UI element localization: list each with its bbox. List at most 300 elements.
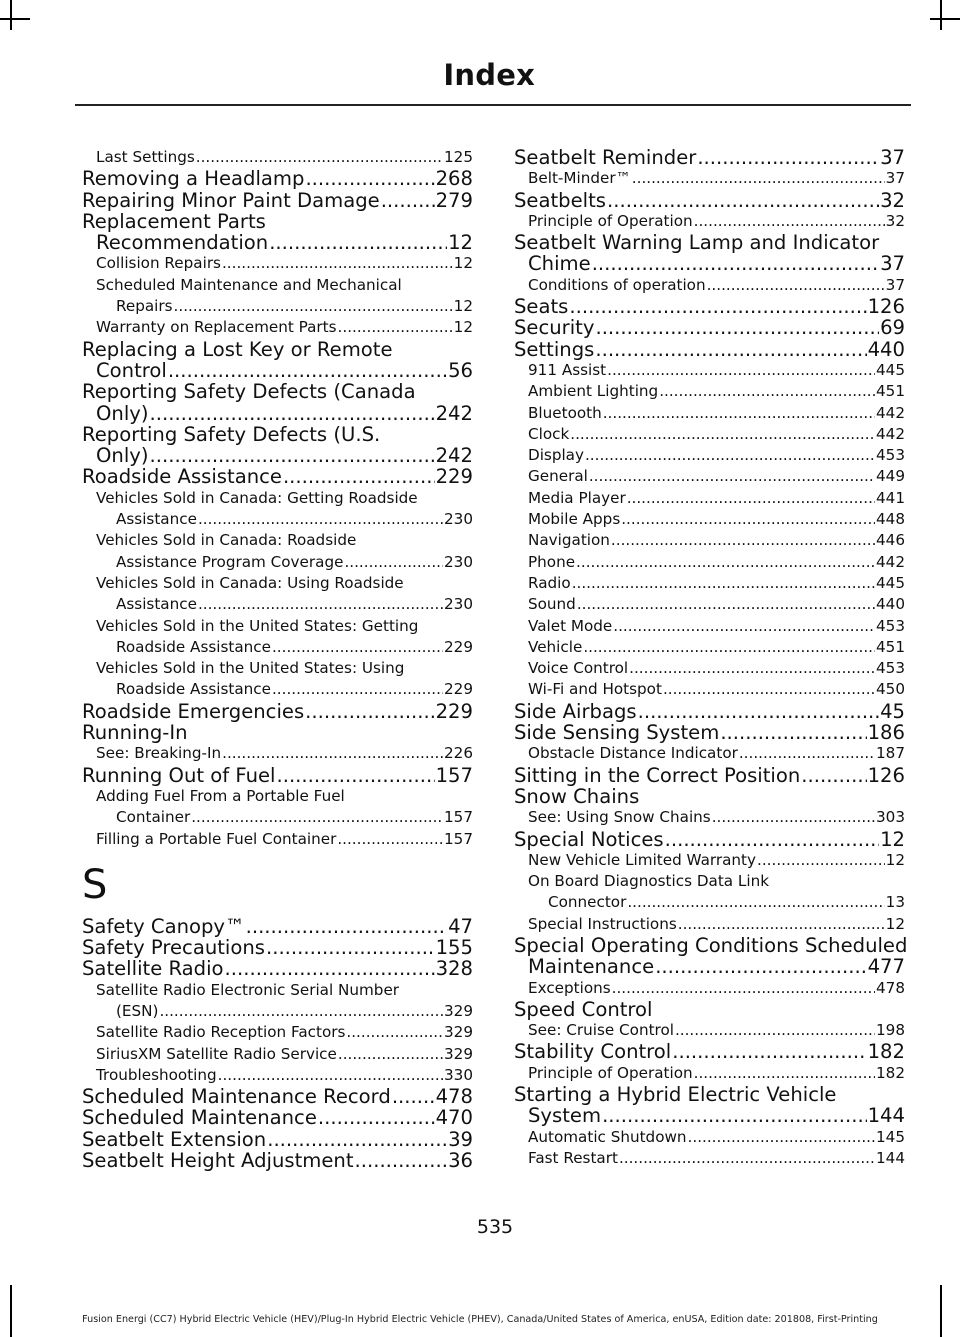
index-subentry: [514, 552, 905, 573]
crop-mark: [940, 0, 942, 30]
dot-leader: [266, 937, 435, 958]
index-subentry: [82, 317, 473, 338]
dot-leader: [150, 403, 435, 424]
entry-text: Seatbelt Height Adjustment: [82, 1149, 354, 1173]
index-entry: [82, 339, 473, 382]
entry-text: Valet Mode: [528, 616, 613, 635]
entry-text: Navigation: [528, 531, 610, 550]
entry-page-number: 230: [444, 510, 473, 529]
index-entry: [514, 232, 905, 275]
entry-heading-text: Vehicles Sold in Canada: Using Roadside: [96, 573, 404, 592]
dot-leader: [607, 190, 879, 211]
entry-text: Conditions of operation: [528, 275, 706, 294]
dot-leader: [355, 1150, 448, 1171]
entry-line: [514, 850, 905, 871]
entry-heading-text: Reporting Safety Defects (Canada: [82, 380, 416, 404]
index-subentry: [82, 573, 473, 616]
entry-page-number: 453: [876, 446, 905, 465]
entry-text: Maintenance: [528, 955, 655, 979]
entry-page-number: 330: [444, 1065, 473, 1084]
dot-leader: [222, 743, 443, 764]
entry-text: System: [528, 1104, 602, 1128]
index-subentry: [82, 147, 473, 168]
index-subentry: [514, 360, 905, 381]
entry-text: Collision Repairs: [96, 254, 221, 273]
entry-line: [82, 296, 473, 317]
entry-line: [82, 743, 473, 764]
index-subentry: [514, 1127, 905, 1148]
dot-leader: [655, 956, 866, 977]
entry-text: Safety Canopy™: [82, 914, 245, 938]
index-subentry: [82, 253, 473, 274]
entry-line: [514, 211, 905, 232]
entry-page-number: 329: [444, 1044, 473, 1063]
entry-line: [514, 679, 905, 700]
dot-leader: [283, 466, 435, 487]
dot-leader: [269, 232, 447, 253]
entry-text: Special Instructions: [528, 914, 677, 933]
dot-leader: [277, 765, 435, 786]
dot-leader: [694, 1063, 875, 1084]
dot-leader: [577, 594, 875, 615]
index-subentry: [82, 616, 473, 659]
index-entry: [514, 296, 905, 317]
index-subentry: [514, 637, 905, 658]
entry-text: See: Cruise Control: [528, 1021, 674, 1040]
index-subentry: [514, 573, 905, 594]
entry-text: New Vehicle Limited Warranty: [528, 850, 757, 869]
entry-text: Principle of Operation: [528, 211, 693, 230]
entry-text: Voice Control: [528, 659, 629, 678]
entry-page-number: 440: [876, 595, 905, 614]
entry-line: [514, 466, 905, 487]
entry-text: See: Breaking-In: [96, 744, 222, 763]
entry-text: Clock: [528, 424, 570, 443]
entry-heading-text: Replacement Parts: [82, 209, 266, 233]
entry-text: Side Sensing System: [514, 721, 720, 745]
index-entry: [82, 466, 473, 487]
index-entry: [82, 916, 473, 937]
entry-line: [514, 743, 905, 764]
entry-text: Recommendation: [96, 231, 269, 255]
index-entries-r: [82, 147, 473, 850]
entry-line: [82, 1022, 473, 1043]
header-divider: [75, 104, 911, 106]
entry-page-number: 453: [876, 616, 905, 635]
entry-text: Repairing Minor Paint Damage: [82, 188, 380, 212]
index-entry: [514, 339, 905, 360]
entry-page-number: 450: [876, 680, 905, 699]
entry-text: Roadside Assistance: [116, 637, 271, 656]
entry-text: Ambient Lighting: [528, 382, 659, 401]
index-entry: [514, 701, 905, 722]
entry-page-number: 13: [885, 893, 905, 912]
index-subentry: [82, 980, 473, 1023]
index-entry: [82, 168, 473, 189]
entry-page-number: 242: [435, 401, 473, 425]
entry-line: [82, 360, 473, 381]
entry-text: Settings: [514, 337, 595, 361]
entry-text: Media Player: [528, 488, 626, 507]
index-subentry: [514, 424, 905, 445]
entry-page-number: 451: [876, 637, 905, 656]
entry-page-number: 12: [453, 254, 473, 273]
index-subentry: [514, 275, 905, 296]
entry-text: Stability Control: [514, 1040, 672, 1064]
index-subentry: [82, 743, 473, 764]
page-number: 535: [476, 1216, 514, 1238]
index-entry: [514, 147, 905, 168]
entry-page-number: 198: [876, 1021, 905, 1040]
entry-page-number: 37: [880, 146, 905, 169]
index-subentry: [82, 530, 473, 573]
entry-line: [82, 701, 473, 722]
entry-line: [514, 1148, 905, 1169]
entry-text: Mobile Apps: [528, 510, 621, 529]
dot-leader: [603, 403, 875, 424]
dot-leader: [627, 488, 875, 509]
dot-leader: [198, 509, 443, 530]
index-entries-s: [82, 916, 473, 1172]
entry-line: [514, 253, 905, 274]
footer-text: Fusion Energi (CC7) Hybrid Electric Vehicle (HEV)/Plug-In Hybrid Electric Vehicle (PHEV), Canada/United States of America, enUSA, Edition date: 201808, First-Printing: [82, 1314, 878, 1325]
dot-leader: [338, 1044, 443, 1065]
index-entry: [82, 1107, 473, 1128]
dot-leader: [338, 317, 453, 338]
entry-line: [82, 190, 473, 211]
index-entry: [514, 722, 905, 743]
entry-page-number: 157: [435, 763, 473, 787]
entry-text: Satellite Radio: [82, 957, 224, 981]
entry-text: Connector: [548, 893, 627, 912]
entry-text: Roadside Assistance: [82, 465, 282, 489]
entry-line: [82, 509, 473, 530]
entry-page-number: 477: [867, 955, 905, 979]
entry-page-number: 47: [448, 914, 473, 938]
index-column-right: [514, 146, 908, 1169]
entry-text: Last Settings: [96, 148, 195, 166]
entry-page-number: 442: [876, 552, 905, 571]
entry-line: [82, 958, 473, 979]
entry-heading-text: Replacing a Lost Key or Remote: [82, 337, 393, 361]
entry-text: Scheduled Maintenance: [82, 1106, 317, 1130]
dot-leader: [720, 722, 866, 743]
entry-text: Assistance: [116, 595, 197, 614]
index-subentry: [514, 381, 905, 402]
index-entries-s-continued: [514, 146, 908, 1169]
dot-leader: [672, 1041, 866, 1062]
entry-text: Automatic Shutdown: [528, 1127, 687, 1146]
dot-leader: [801, 765, 866, 786]
entry-page-number: 229: [444, 637, 473, 656]
dot-leader: [663, 679, 875, 700]
dot-leader: [159, 1001, 443, 1022]
dot-leader: [602, 1105, 867, 1126]
index-subentry: [514, 871, 905, 914]
entry-text: Belt-Minder™: [528, 169, 631, 188]
entry-page-number: 155: [435, 936, 473, 960]
entry-text: Roadside Assistance: [116, 680, 271, 699]
entry-text: SiriusXM Satellite Radio Service: [96, 1044, 337, 1063]
dot-leader: [739, 743, 875, 764]
entry-text: Wi-Fi and Hotspot: [528, 680, 662, 699]
dot-leader: [191, 807, 443, 828]
entry-line: [514, 403, 905, 424]
index-subentry: [514, 509, 905, 530]
entry-line: [82, 232, 473, 253]
entry-page-number: 144: [876, 1148, 905, 1167]
entry-page-number: 32: [880, 188, 905, 212]
index-entry: [514, 933, 908, 979]
entry-text: Only): [96, 444, 149, 468]
entry-line: [514, 488, 905, 509]
entry-heading-text: Special Operating Conditions Scheduled: [514, 933, 908, 957]
entry-line: [82, 829, 473, 850]
index-entry: [514, 999, 905, 1020]
entry-page-number: 187: [876, 744, 905, 763]
entry-text: Security: [514, 316, 595, 340]
entry-heading-text: Speed Control: [514, 997, 653, 1021]
entry-line: [514, 530, 905, 551]
dot-leader: [627, 892, 884, 913]
index-subentry: [82, 1065, 473, 1086]
dot-leader: [712, 807, 875, 828]
index-subentry: [82, 658, 473, 701]
entry-text: Running Out of Fuel: [82, 763, 276, 787]
dot-leader: [688, 1127, 875, 1148]
dot-leader: [198, 594, 443, 615]
entry-heading-text: Satellite Radio Electronic Serial Number: [96, 980, 400, 999]
dot-leader: [305, 168, 434, 189]
entry-page-number: 45: [880, 699, 905, 723]
index-subentry: [514, 679, 905, 700]
entry-text: Phone: [528, 552, 576, 571]
entry-text: Repairs: [116, 297, 173, 316]
index-subentry: [514, 1020, 905, 1041]
entry-page-number: 226: [444, 744, 473, 763]
entry-line: [82, 168, 473, 189]
index-subentry: [514, 530, 905, 551]
entry-page-number: 230: [444, 595, 473, 614]
entry-page-number: 328: [435, 957, 473, 981]
index-entry: [82, 381, 473, 424]
entry-line: [514, 892, 905, 913]
entry-page-number: 329: [444, 1001, 473, 1020]
entry-page-number: 229: [444, 680, 473, 699]
index-subentry: [514, 743, 905, 764]
entry-text: Roadside Emergencies: [82, 699, 305, 723]
entry-page-number: 12: [885, 850, 905, 869]
crop-mark: [10, 0, 12, 30]
page-title: Index: [443, 58, 535, 92]
entry-text: Safety Precautions: [82, 936, 265, 960]
entry-text: Troubleshooting: [96, 1065, 217, 1084]
index-subentry: [514, 1148, 905, 1169]
dot-leader: [196, 147, 443, 168]
dot-leader: [589, 466, 875, 487]
index-entry: [82, 701, 473, 722]
index-subentry: [514, 445, 905, 466]
entry-line: [514, 190, 905, 211]
entry-line: [82, 594, 473, 615]
entry-page-number: 445: [876, 573, 905, 592]
dot-leader: [572, 573, 875, 594]
dot-leader: [570, 424, 875, 445]
index-entry: [82, 211, 473, 254]
dot-leader: [272, 679, 443, 700]
entry-heading-text: On Board Diagnostics Data Link: [528, 872, 770, 891]
entry-page-number: 329: [444, 1023, 473, 1042]
dot-leader: [585, 445, 875, 466]
index-subentry: [514, 807, 905, 828]
entry-page-number: 182: [876, 1063, 905, 1082]
entry-line: [514, 914, 905, 935]
crop-mark: [940, 1285, 942, 1337]
entry-line: [514, 594, 905, 615]
index-subentry: [514, 850, 905, 871]
entry-line: [514, 573, 905, 594]
entry-line: [82, 552, 473, 573]
dot-leader: [665, 829, 879, 850]
index-entry: [514, 1084, 905, 1127]
entry-line: [82, 1150, 473, 1171]
dot-leader: [607, 360, 875, 381]
dot-leader: [757, 850, 885, 871]
entry-page-number: 144: [867, 1104, 905, 1128]
entry-page-number: 478: [435, 1085, 473, 1109]
crop-mark: [930, 18, 960, 20]
entry-page-number: 39: [448, 1127, 473, 1151]
entry-text: Assistance Program Coverage: [116, 552, 344, 571]
entry-page-number: 12: [885, 914, 905, 933]
entry-text: Satellite Radio Reception Factors: [96, 1023, 346, 1042]
entry-page-number: 126: [867, 763, 905, 787]
entry-line: [514, 658, 905, 679]
entry-page-number: 242: [435, 444, 473, 468]
index-subentry: [514, 168, 905, 189]
dot-leader: [346, 1022, 443, 1043]
entry-page-number: 440: [867, 337, 905, 361]
entry-page-number: 448: [876, 510, 905, 529]
entry-page-number: 453: [876, 659, 905, 678]
dot-leader: [272, 637, 443, 658]
entry-line: [514, 296, 905, 317]
index-entry: [82, 937, 473, 958]
entry-line: [82, 807, 473, 828]
entry-page-number: 37: [885, 275, 905, 294]
dot-leader: [629, 658, 875, 679]
entry-page-number: 186: [867, 721, 905, 745]
entry-page-number: 145: [876, 1127, 905, 1146]
index-subentry: [82, 1044, 473, 1065]
entry-page-number: 451: [876, 382, 905, 401]
entry-line: [82, 317, 473, 338]
entry-line: [82, 1044, 473, 1065]
dot-leader: [592, 253, 879, 274]
entry-line: [514, 807, 905, 828]
entry-heading-text: Reporting Safety Defects (U.S.: [82, 422, 381, 446]
index-entry: [82, 722, 473, 743]
index-column-left: [82, 147, 473, 1171]
dot-leader: [638, 701, 879, 722]
entry-line: [82, 403, 473, 424]
crop-mark: [10, 1285, 12, 1337]
dot-leader: [659, 381, 875, 402]
entry-page-number: 470: [435, 1106, 473, 1130]
dot-leader: [150, 445, 435, 466]
index-entry: [82, 190, 473, 211]
entry-page-number: 230: [444, 552, 473, 571]
entry-text: Seatbelt Reminder: [514, 146, 697, 169]
entry-text: Warranty on Replacement Parts: [96, 318, 337, 337]
dot-leader: [267, 1129, 447, 1150]
entry-text: Filling a Portable Fuel Container: [96, 829, 337, 848]
entry-page-number: 229: [435, 699, 473, 723]
dot-leader: [218, 1065, 443, 1086]
entry-heading-text: Running-In: [82, 721, 188, 745]
entry-line: [514, 978, 905, 999]
entry-text: 911 Assist: [528, 360, 607, 379]
index-subentry: [514, 914, 905, 935]
index-subentry: [82, 275, 473, 318]
entry-text: Radio: [528, 573, 571, 592]
entry-line: [514, 275, 905, 296]
index-entry: [514, 317, 905, 338]
dot-leader: [576, 552, 875, 573]
entry-heading-text: Vehicles Sold in Canada: Roadside: [96, 531, 357, 550]
dot-leader: [595, 317, 879, 338]
entry-page-number: 12: [453, 318, 473, 337]
index-subentry: [82, 1022, 473, 1043]
entry-text: Fast Restart: [528, 1148, 618, 1167]
entry-line: [514, 956, 905, 977]
index-entry: [82, 1086, 473, 1107]
entry-text: Chime: [528, 252, 591, 276]
entry-page-number: 229: [435, 465, 473, 489]
entry-page-number: 32: [885, 211, 905, 230]
index-entry: [82, 765, 473, 786]
index-entry: [514, 190, 905, 211]
entry-text: Special Notices: [514, 827, 664, 851]
dot-leader: [583, 637, 875, 658]
entry-line: [82, 765, 473, 786]
entry-page-number: 69: [880, 316, 905, 340]
dot-leader: [611, 530, 875, 551]
entry-heading-text: Snow Chains: [514, 784, 640, 808]
entry-line: [514, 765, 905, 786]
entry-heading-text: Vehicles Sold in Canada: Getting Roadside: [96, 488, 418, 507]
entry-page-number: 268: [435, 167, 473, 191]
index-entry: [82, 1150, 473, 1171]
index-entry: [514, 786, 905, 807]
index-subentry: [514, 466, 905, 487]
entry-line: [82, 1001, 473, 1022]
dot-leader: [619, 1148, 875, 1169]
entry-page-number: 442: [876, 424, 905, 443]
entry-line: [82, 916, 473, 937]
entry-line: [514, 339, 905, 360]
entry-heading-text: Seatbelt Warning Lamp and Indicator: [514, 231, 880, 255]
index-subentry: [514, 616, 905, 637]
entry-text: Assistance: [116, 510, 197, 529]
entry-line: [82, 937, 473, 958]
dot-leader: [675, 1020, 875, 1041]
entry-text: General: [528, 467, 588, 486]
entry-text: Sitting in the Correct Position: [514, 763, 801, 787]
entry-page-number: 12: [448, 231, 473, 255]
entry-line: [514, 445, 905, 466]
entry-line: [514, 701, 905, 722]
